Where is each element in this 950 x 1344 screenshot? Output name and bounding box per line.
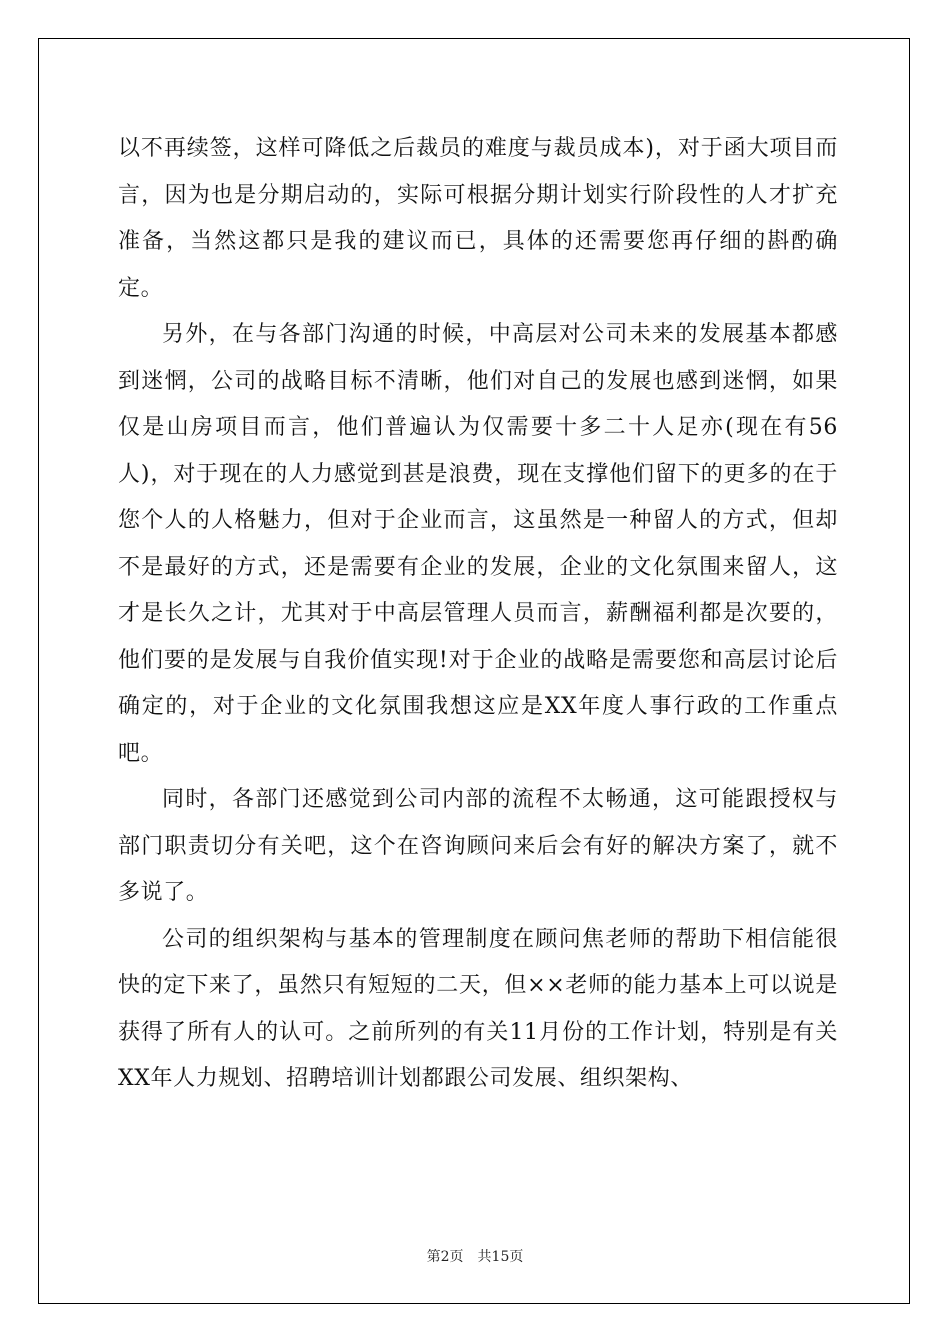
paragraph-1: 以不再续签，这样可降低之后裁员的难度与裁员成本)，对于函大项目而言，因为也是分期启动的，实际可根据分期计划实行阶段性的人才扩充准备，当然这都只是我的建议而已，具体的还需要您再仔细的斟酌确定。 bbox=[118, 136, 838, 301]
paragraph-4: 公司的组织架构与基本的管理制度在顾问焦老师的帮助下相信能很快的定下来了，虽然只有短短的二天，但××老师的能力基本上可以说是获得了所有人的认可。之前所列的有关11月份的工作计划，特别是有关XX年人力规划、招聘培训计划都跟公司发展、组织架构、 bbox=[118, 926, 838, 1091]
document-body bbox=[118, 126, 838, 1103]
paragraph-3: 同时，各部门还感觉到公司内部的流程不太畅通，这可能跟授权与部门职责切分有关吧，这个在咨询顾问来后会有好的解决方案了，就不多说了。 bbox=[118, 787, 838, 905]
paragraph-2: 另外，在与各部门沟通的时候，中高层对公司未来的发展基本都感到迷惘，公司的战略目标不清晰，他们对自己的发展也感到迷惘，如果仅是山房项目而言，他们普遍认为仅需要十多二十人足亦(现在有56人)，对于现在的人力感觉到甚是浪费，现在支撑他们留下的更多的在于您个人的人格魅力，但对于企业而言，这虽然是一种留人的方式，但却不是最好的方式，还是需要有企业的发展，企业的文化氛围来留人，这才是长久之计，尤其对于中高层管理人员而言，薪酬福利都是次要的，他们要的是发展与自我价值实现!对于企业的战略是需要您和高层讨论后确定的，对于企业的文化氛围我想这应是XX年度人事行政的工作重点吧。 bbox=[118, 322, 838, 766]
page-number: 第2页 bbox=[426, 1249, 464, 1265]
page-footer bbox=[0, 1246, 950, 1266]
page-total: 共15页 bbox=[477, 1249, 524, 1265]
